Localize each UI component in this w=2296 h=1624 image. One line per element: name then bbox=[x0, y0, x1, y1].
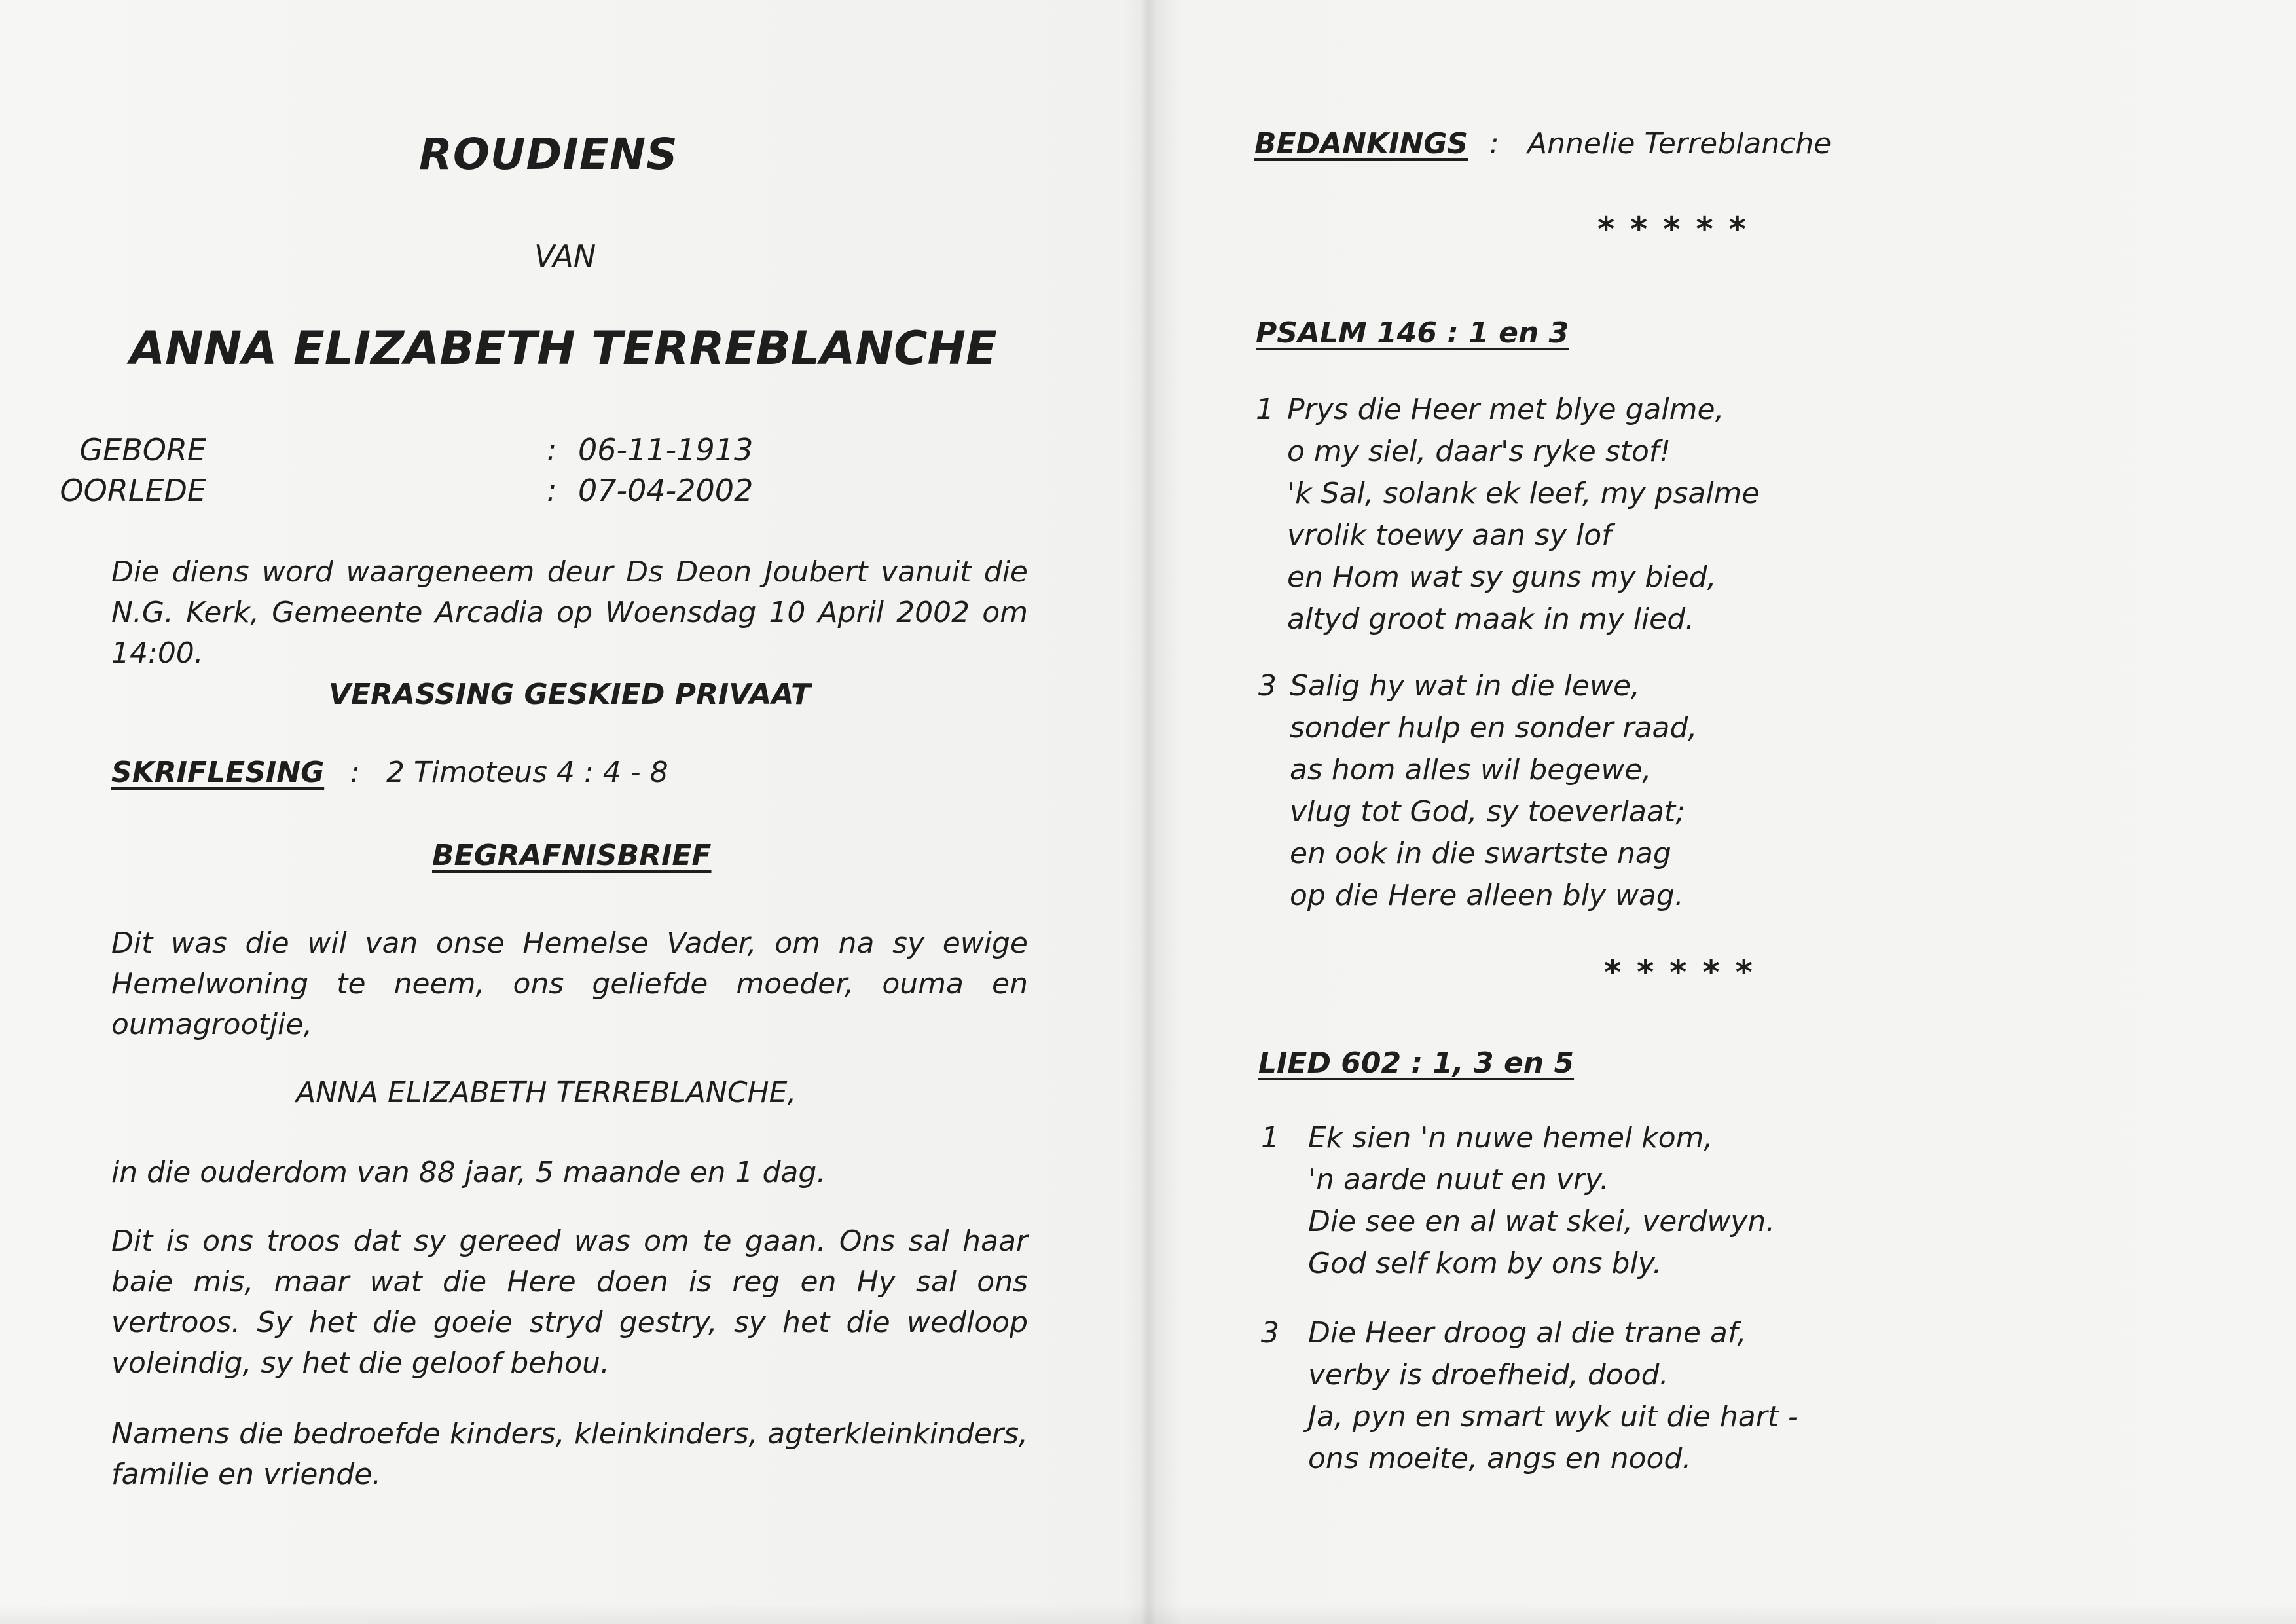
center-fold bbox=[1140, 0, 1156, 1624]
verse-line: Salig hy wat in die lewe, bbox=[1290, 669, 1641, 703]
verse-line: op die Here alleen bly wag. bbox=[1290, 879, 1684, 912]
verse-line: Ja, pyn en smart wyk uit die hart - bbox=[1308, 1400, 1798, 1433]
verse-line: ons moeite, angs en nood. bbox=[1308, 1442, 1692, 1475]
born-separator: : bbox=[547, 432, 557, 468]
scripture-label: SKRIFLESING bbox=[111, 756, 325, 789]
van-label: VAN bbox=[534, 238, 596, 274]
verse-number: 3 bbox=[1261, 1316, 1279, 1350]
verse-line: sonder hulp en sonder raad, bbox=[1290, 711, 1698, 745]
verse-line: 'k Sal, solank ek leef, my psalme bbox=[1287, 477, 1760, 510]
verse-line: verby is droefheid, dood. bbox=[1308, 1358, 1669, 1392]
star-divider-2: ***** bbox=[1604, 953, 1768, 991]
letter-intro: Dit was die wil van onse Hemelse Vader, om na sy ewige Hemelwoning te neem, ons geliefde moeder, ouma en oumagrootjie, bbox=[111, 927, 1028, 1041]
thanks-separator: : bbox=[1489, 127, 1499, 160]
scripture-reference: 2 Timoteus 4 : 4 - 8 bbox=[386, 756, 668, 789]
verse-line: as hom alles wil begewe, bbox=[1290, 753, 1652, 786]
age-text: in die ouderdom van 88 jaar, 5 maande en 1 dag. bbox=[111, 1156, 826, 1189]
died-separator: : bbox=[547, 473, 557, 508]
verse-number: 1 bbox=[1256, 393, 1274, 426]
letter-name: ANNA ELIZABETH TERREBLANCHE, bbox=[296, 1076, 797, 1109]
verse-number: 3 bbox=[1258, 669, 1277, 703]
verse-line: Die see en al wat skei, verdwyn. bbox=[1308, 1205, 1776, 1238]
verse-line: Ek sien 'n nuwe hemel kom, bbox=[1308, 1121, 1713, 1154]
cremation-note: VERASSING GESKIED PRIVAAT bbox=[329, 678, 811, 711]
letter-heading: BEGRAFNISBRIEF bbox=[432, 839, 712, 872]
star-divider-1: ***** bbox=[1597, 210, 1762, 248]
closing-text: Namens die bedroefde kinders, kleinkinders, agterkleinkinders, familie en vriende. bbox=[111, 1417, 1028, 1491]
verse-line: en Hom wat sy guns my bied, bbox=[1287, 561, 1717, 594]
comfort-text: Dit is ons troos dat sy gereed was om te gaan. Ons sal haar baie mis, maar wat die Here doen is reg en Hy sal ons vertroos. Sy het die goeie stryd gestry, sy het die wedloop voleindig, sy het die geloof behou. bbox=[111, 1225, 1028, 1380]
born-date: 06-11-1913 bbox=[578, 432, 754, 468]
died-date: 07-04-2002 bbox=[578, 473, 754, 508]
verse-line: altyd groot maak in my lied. bbox=[1287, 602, 1695, 636]
verse-line: en ook in die swartste nag bbox=[1290, 837, 1671, 870]
verse-line: Prys die Heer met blye galme, bbox=[1287, 393, 1724, 426]
verse-line: 'n aarde nuut en vry. bbox=[1308, 1163, 1609, 1196]
verse-line: Die Heer droog al die trane af, bbox=[1308, 1316, 1747, 1350]
psalm-heading: PSALM 146 : 1 en 3 bbox=[1256, 316, 1569, 350]
verse-line: God self kom by ons bly. bbox=[1308, 1247, 1662, 1280]
verse-number: 1 bbox=[1261, 1121, 1279, 1154]
thanks-label: BEDANKINGS bbox=[1254, 127, 1468, 160]
deceased-name: ANNA ELIZABETH TERREBLANCHE bbox=[130, 322, 997, 375]
died-label: OORLEDE bbox=[60, 473, 206, 508]
lied-heading: LIED 602 : 1, 3 en 5 bbox=[1258, 1046, 1575, 1080]
paper-bottom-edge bbox=[0, 1603, 2296, 1624]
born-label: GEBORE bbox=[79, 432, 206, 468]
verse-line: vlug tot God, sy toeverlaat; bbox=[1290, 795, 1686, 828]
verse-line: o my siel, daar's ryke stof! bbox=[1287, 435, 1671, 468]
verse-line: vrolik toewy aan sy lof bbox=[1287, 519, 1612, 552]
page-title: ROUDIENS bbox=[419, 129, 678, 179]
service-details: Die diens word waargeneem deur Ds Deon Joubert vanuit die N.G. Kerk, Gemeente Arcadia op Woensdag 10 April 2002 om 14:00. bbox=[111, 555, 1028, 670]
thanks-name: Annelie Terreblanche bbox=[1527, 127, 1832, 160]
scripture-separator: : bbox=[350, 756, 360, 789]
